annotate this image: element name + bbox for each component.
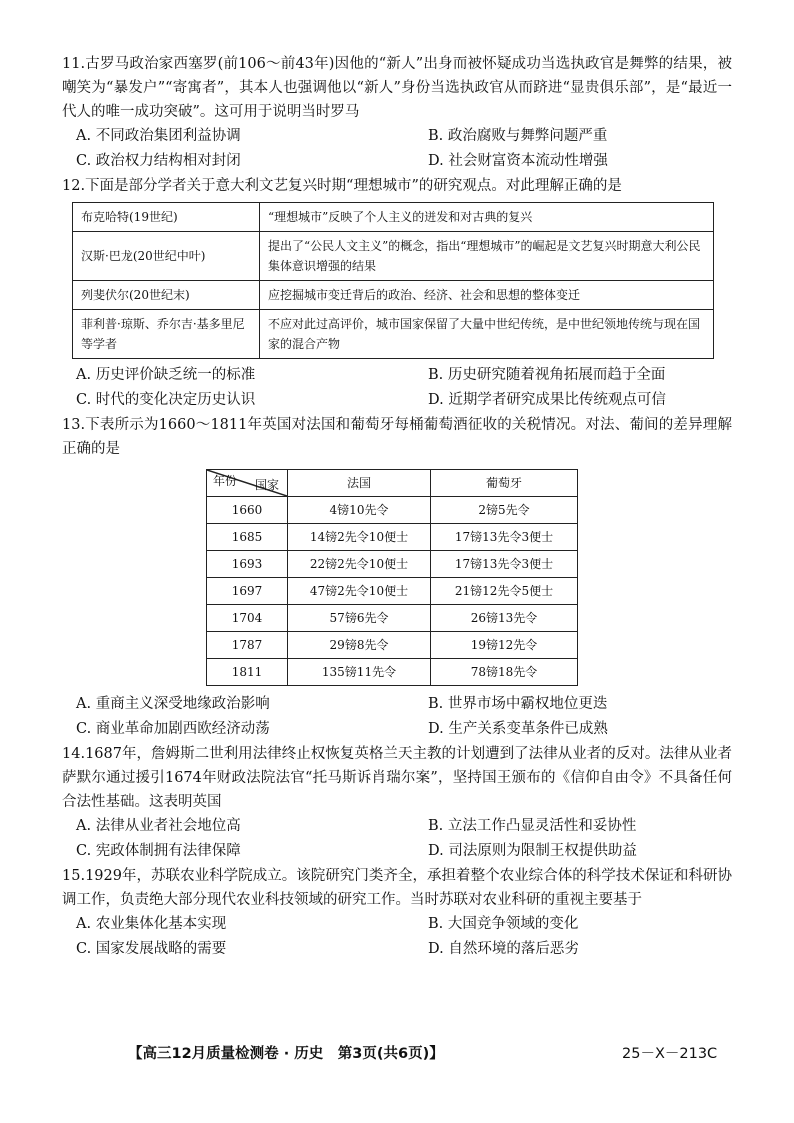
cell-france: 47镑2先令10便士 xyxy=(288,578,431,605)
cell-portugal: 26镑13先令 xyxy=(431,605,578,632)
header-france: 法国 xyxy=(288,470,431,497)
question-11 xyxy=(62,52,732,174)
table-row xyxy=(73,232,714,281)
option-b[interactable]: B. 世界市场中霸权地位更迭 xyxy=(428,696,608,712)
question-15 xyxy=(62,864,732,962)
question-number: 14. xyxy=(62,746,86,762)
wine-tariff-table xyxy=(206,469,578,686)
options xyxy=(62,124,732,174)
table-row xyxy=(207,551,578,578)
cell-france: 4镑10先令 xyxy=(288,497,431,524)
cell-france: 29镑8先令 xyxy=(288,632,431,659)
table-row xyxy=(73,281,714,310)
diagonal-header-cell xyxy=(207,470,288,497)
question-number: 15. xyxy=(62,868,86,884)
cell-france: 57镑6先令 xyxy=(288,605,431,632)
cell-portugal: 17镑13先令3便士 xyxy=(431,551,578,578)
cell-portugal: 19镑12先令 xyxy=(431,632,578,659)
cell-year: 1697 xyxy=(207,578,288,605)
question-12 xyxy=(62,174,732,413)
scholar-view: 不应对此过高评价，城市国家保留了大量中世纪传统，是中世纪领地传统与现在国家的混合产物 xyxy=(260,310,714,359)
cell-france: 135镑11先令 xyxy=(288,659,431,686)
options xyxy=(62,814,732,864)
option-c[interactable]: C. 政治权力结构相对封闭 xyxy=(76,153,241,169)
scholar-name: 汉斯·巴龙(20世纪中叶) xyxy=(73,232,260,281)
cell-year: 1811 xyxy=(207,659,288,686)
header-portugal: 葡萄牙 xyxy=(431,470,578,497)
question-stem: 下面是部分学者关于意大利文艺复兴时期“理想城市”的研究观点。对此理解正确的是 xyxy=(85,178,622,194)
option-d[interactable]: D. 司法原则为限制王权提供助益 xyxy=(428,843,637,859)
cell-year: 1704 xyxy=(207,605,288,632)
table-row xyxy=(207,659,578,686)
table-row xyxy=(207,632,578,659)
cell-portugal: 78镑18先令 xyxy=(431,659,578,686)
question-number: 13. xyxy=(62,417,86,433)
question-stem: 古罗马政治家西塞罗(前106～前43年)因他的“新人”出身而被怀疑成功当选执政官是舞弊的结果，被嘲笑为“暴发户”“寄寓者”，其本人也强调他以“新人”身份当选执政官从而跻进“显贵俱乐部”，是“最近一代人的唯一成功突破”。这可用于说明当时罗马 xyxy=(62,56,732,120)
option-c[interactable]: C. 国家发展战略的需要 xyxy=(76,941,227,957)
question-stem: 1687年，詹姆斯二世利用法律终止权恢复英格兰天主教的计划遭到了法律从业者的反对。法律从业者萨默尔通过援引1674年财政法院法官“托马斯诉肖瑞尔案”，坚持国王颁布的《信仰自由令》不具备任何合法性基础。这表明英国 xyxy=(62,746,732,810)
options xyxy=(62,912,732,962)
option-c[interactable]: C. 商业革命加剧西欧经济动荡 xyxy=(76,721,270,737)
option-a[interactable]: A. 重商主义深受地缘政治影响 xyxy=(76,696,270,712)
scholar-name: 列斐伏尔(20世纪末) xyxy=(73,281,260,310)
question-number: 11. xyxy=(62,56,86,72)
options xyxy=(62,692,732,742)
option-d[interactable]: D. 社会财富资本流动性增强 xyxy=(428,153,608,169)
scholar-views-table xyxy=(72,202,714,359)
option-b[interactable]: B. 历史研究随着视角拓展而趋于全面 xyxy=(428,367,666,383)
header-country: 国家 xyxy=(254,478,279,492)
header-year: 年份 xyxy=(213,474,238,488)
cell-year: 1685 xyxy=(207,524,288,551)
cell-year: 1693 xyxy=(207,551,288,578)
scholar-view: “理想城市”反映了个人主义的迸发和对古典的复兴 xyxy=(260,203,714,232)
question-number: 12. xyxy=(62,178,86,194)
cell-portugal: 2镑5先令 xyxy=(431,497,578,524)
table-row xyxy=(73,203,714,232)
question-14 xyxy=(62,742,732,864)
scholar-name: 菲利普·琼斯、乔尔吉·基多里尼等学者 xyxy=(73,310,260,359)
scholar-name: 布克哈特(19世纪) xyxy=(73,203,260,232)
exam-code: 25－X－213C xyxy=(622,1046,718,1062)
option-d[interactable]: D. 自然环境的落后恶劣 xyxy=(428,941,579,957)
question-stem: 1929年，苏联农业科学院成立。该院研究门类齐全，承担着整个农业综合体的科学技术保证和科研协调工作，负责绝大部分现代农业科技领域的研究工作。当时苏联对农业科研的重视主要基于 xyxy=(62,868,732,908)
cell-year: 1660 xyxy=(207,497,288,524)
question-stem: 下表所示为1660～1811年英国对法国和葡萄牙每桶葡萄酒征收的关税情况。对法、葡间的差异理解正确的是 xyxy=(62,417,732,457)
table-row xyxy=(207,578,578,605)
table-row xyxy=(207,605,578,632)
cell-france: 14镑2先令10便士 xyxy=(288,524,431,551)
option-a[interactable]: A. 不同政治集团利益协调 xyxy=(76,128,241,144)
question-13 xyxy=(62,413,732,742)
option-c[interactable]: C. 时代的变化决定历史认识 xyxy=(76,392,256,408)
option-b[interactable]: B. 立法工作凸显灵活性和妥协性 xyxy=(428,818,637,834)
option-b[interactable]: B. 政治腐败与舞弊问题严重 xyxy=(428,128,608,144)
option-a[interactable]: A. 历史评价缺乏统一的标准 xyxy=(76,367,256,383)
table-row xyxy=(207,524,578,551)
cell-france: 22镑2先令10便士 xyxy=(288,551,431,578)
option-c[interactable]: C. 宪政体制拥有法律保障 xyxy=(76,843,241,859)
scholar-view: 提出了“公民人文主义”的概念，指出“理想城市”的崛起是文艺复兴时期意大利公民集体意识增强的结果 xyxy=(260,232,714,281)
option-d[interactable]: D. 近期学者研究成果比传统观点可信 xyxy=(428,392,666,408)
option-a[interactable]: A. 法律从业者社会地位高 xyxy=(76,818,241,834)
cell-year: 1787 xyxy=(207,632,288,659)
page-footer-title: 【高三12月质量检测卷 · 历史 第3页(共6页)】 xyxy=(128,1046,444,1062)
cell-portugal: 17镑13先令3便士 xyxy=(431,524,578,551)
table-row xyxy=(207,497,578,524)
cell-portugal: 21镑12先令5便士 xyxy=(431,578,578,605)
option-b[interactable]: B. 大国竞争领域的变化 xyxy=(428,916,579,932)
option-a[interactable]: A. 农业集体化基本实现 xyxy=(76,916,227,932)
option-d[interactable]: D. 生产关系变革条件已成熟 xyxy=(428,721,608,737)
table-row xyxy=(73,310,714,359)
options xyxy=(62,363,732,413)
table-header-row xyxy=(207,470,578,497)
scholar-view: 应挖掘城市变迁背后的政治、经济、社会和思想的整体变迁 xyxy=(260,281,714,310)
